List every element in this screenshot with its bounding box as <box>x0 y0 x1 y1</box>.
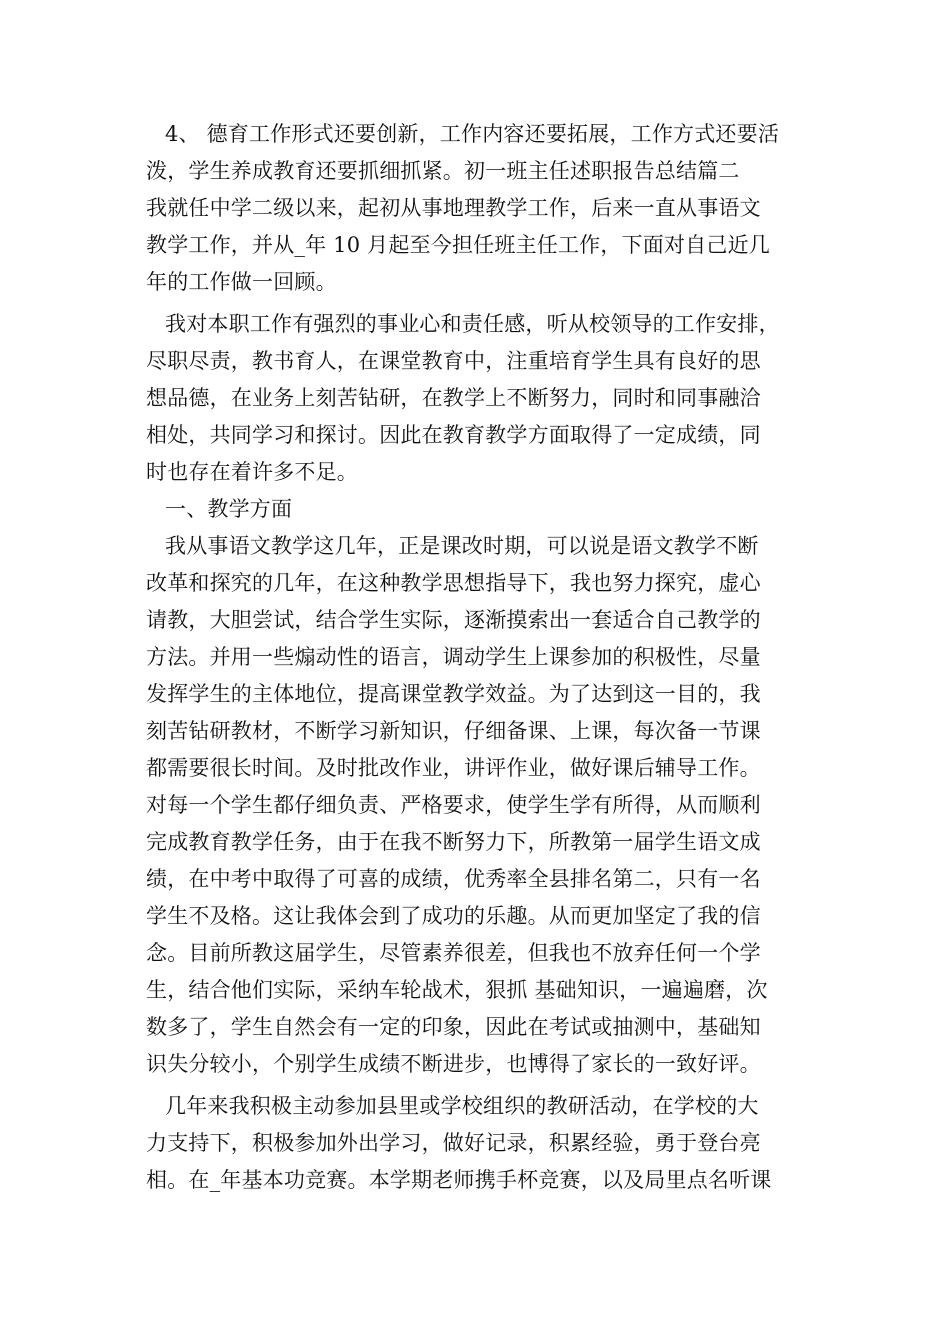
text-line: 想品德，在业务上刻苦钻研，在教学上不断努力，同时和同事融洽 <box>146 386 761 410</box>
text-line: 方法。并用一些煽动性的语言，调动学生上课参加的积极性，尽量 <box>146 645 761 669</box>
text-line: 我对本职工作有强烈的事业心和责任感，听从校领导的工作安排， <box>165 312 780 336</box>
text-line: 力支持下，积极参加外出学习，做好记录，积累经验，勇于登台亮 <box>146 1131 761 1155</box>
text-line: 我就任中学二级以来，起初从事地理教学工作，后来一直从事语文 <box>146 196 761 220</box>
text-line: 发挥学生的主体地位，提高课堂教学效益。为了达到这一目的，我 <box>146 682 761 706</box>
section-heading: 一、教学方面 <box>165 497 293 521</box>
text-line: 改革和探究的几年，在这种教学思想指导下，我也努力探究，虚心 <box>146 571 761 595</box>
text-line: 4、 德育工作形式还要创新，工作内容还要拓展，工作方式还要活 <box>165 122 780 146</box>
text-line: 刻苦钻研教材，不断学习新知识，仔细备课、上课，每次备一节课 <box>146 719 761 743</box>
text-line: 都需要很长时间。及时批改作业，讲评作业，做好课后辅导工作。 <box>146 756 761 780</box>
text-line: 请教，大胆尝试，结合学生实际，逐渐摸索出一套适合自己教学的 <box>146 608 761 632</box>
text-line: 识失分较小，个别学生成绩不断进步，也博得了家长的一致好评。 <box>146 1052 761 1076</box>
text-line: 完成教育教学任务，由于在我不断努力下，所教第一届学生语文成 <box>146 830 761 854</box>
text-line: 几年来我积极主动参加县里或学校组织的教研活动，在学校的大 <box>165 1094 759 1118</box>
text-line: 相处，共同学习和探讨。因此在教育教学方面取得了一定成绩，同 <box>146 423 761 447</box>
text-line: 相。在_年基本功竞赛。本学期老师携手杯竞赛，以及局里点名听课 <box>146 1168 772 1192</box>
text-line: 念。目前所教这届学生，尽管素养很差，但我也不放弃任何一个学 <box>146 941 761 965</box>
text-line: 教学工作，并从_年 10 月起至今担任班主任工作，下面对自己近几 <box>146 233 770 257</box>
text-line: 我从事语文教学这几年，正是课改时期，可以说是语文教学不断 <box>165 534 759 558</box>
text-line: 对每一个学生都仔细负责、严格要求，使学生学有所得，从而顺利 <box>146 793 761 817</box>
text-line: 生，结合他们实际，采纳车轮战术，狠抓 基础知识，一遍遍磨，次 <box>146 978 768 1002</box>
text-line: 数多了，学生自然会有一定的印象，因此在考试或抽测中，基础知 <box>146 1015 761 1039</box>
text-line: 学生不及格。这让我体会到了成功的乐趣。从而更加坚定了我的信 <box>146 904 761 928</box>
text-line: 泼，学生养成教育还要抓细抓紧。初一班主任述职报告总结篇二 <box>146 159 740 183</box>
text-line: 绩，在中考中取得了可喜的成绩，优秀率全县排名第二，只有一名 <box>146 867 761 891</box>
text-line: 年的工作做一回顾。 <box>146 270 337 294</box>
text-line: 时也存在着许多不足。 <box>146 460 358 484</box>
text-line: 尽职尽责，教书育人，在课堂教育中，注重培育学生具有良好的思 <box>146 349 761 373</box>
